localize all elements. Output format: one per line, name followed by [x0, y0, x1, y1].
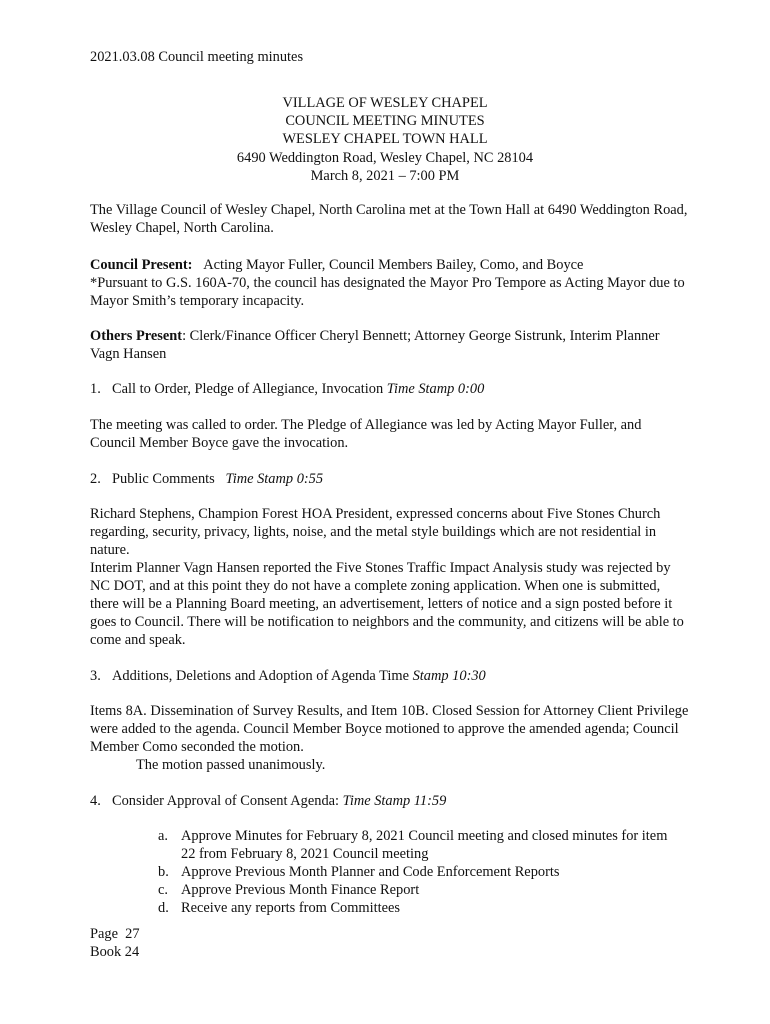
- council-present-text: Acting Mayor Fuller, Council Members Bailey, Como, and Boyce: [203, 257, 584, 273]
- item-3-title: Additions, Deletions and Adoption of Agenda Time: [112, 668, 413, 684]
- council-present-section: [90, 256, 690, 310]
- list-item-letter: b.: [158, 864, 169, 880]
- consent-agenda-list: [158, 827, 678, 917]
- title-date: March 8, 2021 – 7:00 PM: [310, 167, 460, 184]
- title-address: 6490 Weddington Road, Wesley Chapel, NC 28104: [236, 149, 534, 166]
- title-line-2: COUNCIL MEETING MINUTES: [285, 113, 485, 130]
- item-4-heading: [90, 792, 690, 810]
- book-number: Book 24: [90, 944, 140, 960]
- item-2-number: 2.: [90, 471, 101, 487]
- item-3-timestamp: Stamp 10:30: [412, 668, 486, 684]
- list-item-text: Approve Previous Month Planner and Code Enforcement Reports: [181, 864, 560, 880]
- item-2-heading: [90, 470, 690, 488]
- item-3-body: [90, 702, 690, 774]
- item-2-title: Public Comments: [112, 471, 226, 487]
- item-4-title: Consider Approval of Consent Agenda:: [112, 793, 343, 809]
- item-1-timestamp: Time Stamp 0:00: [386, 381, 485, 397]
- item-4-timestamp: Time Stamp 11:59: [342, 793, 447, 809]
- list-item-letter: a.: [158, 828, 168, 844]
- item-3-body-paragraph: Items 8A. Dissemination of Survey Results, and Item 10B. Closed Session for Attorney Client Privilege were added to the agenda. Council Member Boyce motioned to approve the amended agenda; Council Member Como seconded the motion.: [90, 703, 689, 755]
- council-present-note: *Pursuant to G.S. 160A-70, the council has designated the Mayor Pro Tempore as Acting Mayor due to Mayor Smith’s temporary incapacity.: [90, 275, 685, 309]
- others-present-section: [90, 327, 690, 363]
- intro-paragraph: The Village Council of Wesley Chapel, North Carolina met at the Town Hall at 6490 Weddington Road, Wesley Chapel, North Carolina.: [90, 202, 688, 236]
- item-1-number: 1.: [90, 381, 101, 397]
- list-item-text: Approve Previous Month Finance Report: [181, 882, 420, 898]
- list-item-letter: d.: [158, 900, 169, 916]
- others-present-text: : Clerk/Finance Officer Cheryl Bennett; Attorney George Sistrunk, Interim Planner Vagn Hansen: [90, 328, 660, 362]
- item-3-number: 3.: [90, 668, 101, 684]
- others-present-label: Others Present: [90, 328, 183, 344]
- list-item: [158, 899, 678, 917]
- list-item: [158, 881, 678, 899]
- item-2-body: [90, 505, 690, 649]
- item-1-title: Call to Order, Pledge of Allegiance, Invocation: [112, 381, 387, 397]
- item-3-heading: [90, 667, 690, 685]
- title-block: [0, 94, 770, 185]
- title-line-3: WESLEY CHAPEL TOWN HALL: [282, 131, 488, 148]
- council-present-label: Council Present:: [90, 257, 193, 273]
- item-4-number: 4.: [90, 793, 101, 809]
- list-item-letter: c.: [158, 882, 168, 898]
- list-item-text: Receive any reports from Committees: [181, 900, 400, 916]
- list-item-text: Approve Minutes for February 8, 2021 Council meeting and closed minutes for item 22 from February 8, 2021 Council meeting: [181, 828, 668, 862]
- item-1-heading: [90, 380, 690, 398]
- item-2-body-paragraph-1: Richard Stephens, Champion Forest HOA President, expressed concerns about Five Stones Church regarding, security, privacy, lights, noise, and the metal style buildings which are not residential in nature.: [90, 506, 661, 558]
- running-header: 2021.03.08 Council meeting minutes: [90, 49, 304, 65]
- list-item: [158, 863, 678, 881]
- item-2-body-paragraph-2: Interim Planner Vagn Hansen reported the Five Stones Traffic Impact Analysis study was rejected by NC DOT, and at this point they do not have a complete zoning application. When one is submitted, there will be a Planning Board meeting, an advertisement, letters of notice and a sign posted before it goes to Council. There will be notification to neighbors and the community, and citizens will be able to come and speak.: [90, 560, 684, 648]
- item-3-motion-result: The motion passed unanimously.: [136, 757, 326, 773]
- title-line-1: VILLAGE OF WESLEY CHAPEL: [282, 95, 488, 111]
- item-1-body: The meeting was called to order. The Pledge of Allegiance was led by Acting Mayor Fuller, and Council Member Boyce gave the invocation.: [90, 417, 642, 451]
- page-number: Page 27: [90, 926, 140, 942]
- page-footer: [90, 925, 140, 961]
- item-2-timestamp: Time Stamp 0:55: [225, 471, 324, 487]
- list-item: [158, 827, 678, 863]
